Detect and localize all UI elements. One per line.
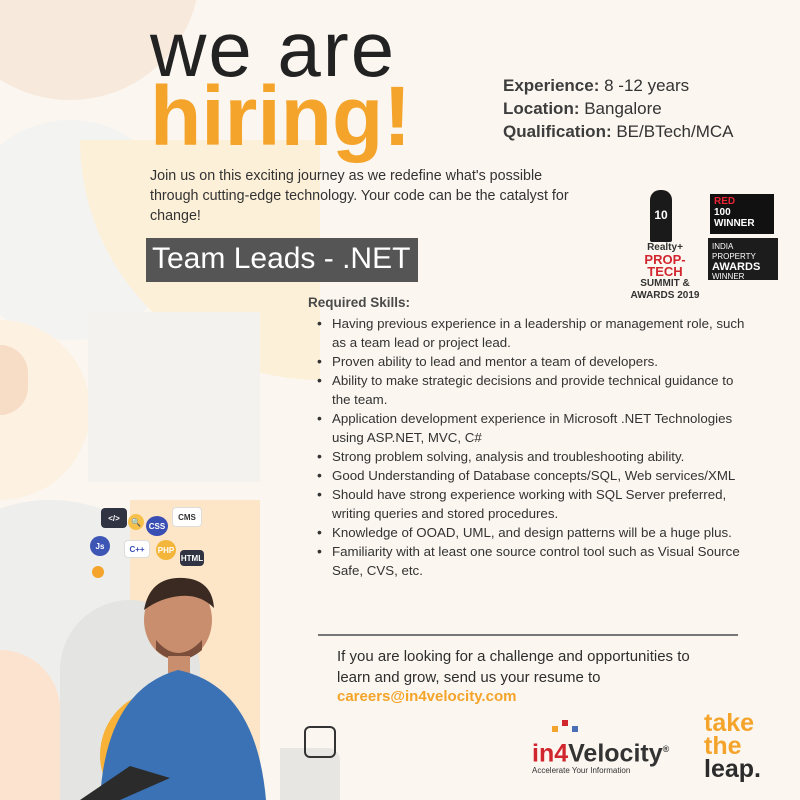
experience-label: Experience: bbox=[503, 76, 600, 95]
skills-list bbox=[308, 314, 748, 580]
experience-value: 8 -12 years bbox=[599, 76, 690, 95]
award-realty-text: Realty+ bbox=[647, 242, 683, 253]
job-meta bbox=[503, 74, 734, 143]
logo-velocity: Velocity bbox=[568, 739, 663, 768]
tagline-leap: leap. bbox=[704, 755, 761, 783]
skills-heading: Required Skills: bbox=[308, 295, 411, 310]
cms-icon: CMS bbox=[172, 507, 202, 527]
skill-item: • Strong problem solving, analysis and troubleshooting ability. bbox=[308, 447, 748, 466]
award-badge-hanger: 10 bbox=[650, 190, 672, 242]
take-the-leap bbox=[704, 709, 761, 783]
logo-square-icon bbox=[572, 726, 578, 732]
headline-we-are: we are bbox=[150, 5, 397, 93]
logo-tagline: Accelerate Your Information bbox=[532, 766, 631, 776]
required-skills bbox=[308, 295, 748, 580]
skill-item: • Application development experience in Microsoft .NET Technologies using ASP.NET, MVC, C# bbox=[308, 409, 748, 447]
award-badge-red-herring bbox=[710, 194, 774, 234]
tagline-take: take bbox=[704, 709, 755, 737]
location-label: Location: bbox=[503, 99, 580, 118]
award-winner-text: WINNER bbox=[714, 218, 755, 229]
award-winner2-text: WINNER bbox=[712, 272, 745, 281]
award-proptech-text: PROP-TECH bbox=[644, 252, 686, 279]
location-row bbox=[503, 97, 734, 120]
careers-email-link[interactable]: careers@in4velocity.com bbox=[337, 688, 517, 705]
divider bbox=[318, 634, 738, 636]
bg-outline-square bbox=[304, 726, 336, 758]
css-icon: CSS bbox=[146, 516, 168, 536]
skill-item: • Proven ability to lead and mentor a team of developers. bbox=[308, 352, 748, 371]
company-logo bbox=[532, 736, 669, 775]
award-100-text: 100 bbox=[714, 207, 731, 218]
award-badge-proptech bbox=[628, 242, 702, 302]
skill-item: • Knowledge of OOAD, UML, and design patterns will be a huge plus. bbox=[308, 523, 748, 542]
experience-row bbox=[503, 74, 734, 97]
qualification-label: Qualification: bbox=[503, 122, 612, 141]
skill-item: • Should have strong experience working with SQL Server preferred, writing queries and stored procedures. bbox=[308, 485, 748, 523]
skill-item: • Good Understanding of Database concepts/SQL, Web services/XML bbox=[308, 466, 748, 485]
logo-in4: in4 bbox=[532, 739, 569, 768]
cta-text: If you are looking for a challenge and opportunities to learn and grow, send us your resume to bbox=[337, 648, 690, 686]
role-title: Team Leads - .NET bbox=[146, 238, 418, 282]
php-icon: PHP bbox=[156, 540, 176, 560]
headline-hiring: hiring! bbox=[150, 69, 412, 163]
award-summit-text: SUMMIT & AWARDS 2019 bbox=[630, 278, 700, 301]
award-india-property-text: INDIA PROPERTY bbox=[712, 242, 756, 261]
qualification-value: BE/BTech/MCA bbox=[611, 122, 734, 141]
bg-square bbox=[88, 312, 260, 482]
skill-item: • Familiarity with at least one source control tool such as Visual Source Safe, CVS, etc. bbox=[308, 542, 748, 580]
logo-registered: ® bbox=[662, 744, 670, 754]
html-icon: HTML bbox=[180, 550, 204, 566]
cpp-icon: C++ bbox=[124, 540, 150, 558]
skill-item: • Having previous experience in a leadership or management role, such as a team lead or project lead. bbox=[308, 314, 748, 352]
logo-square-icon bbox=[562, 720, 568, 726]
tagline-the: the bbox=[704, 732, 742, 760]
logo-square-icon bbox=[552, 726, 558, 732]
award-badge-india-property bbox=[708, 238, 778, 280]
awards-group bbox=[628, 190, 778, 301]
qualification-row bbox=[503, 120, 734, 143]
code-icon: </> bbox=[101, 508, 127, 528]
developer-illustration bbox=[60, 570, 290, 800]
magnify-icon: 🔍 bbox=[128, 514, 144, 530]
location-value: Bangalore bbox=[579, 99, 662, 118]
award-awards-text: AWARDS bbox=[712, 261, 761, 273]
intro-text: Join us on this exciting journey as we redefine what's possible through cutting-edge technology. Your code can be the catalyst for change! bbox=[150, 168, 569, 224]
logo-wordmark bbox=[532, 736, 669, 766]
award-red-text: RED bbox=[714, 196, 736, 207]
js-icon: Js bbox=[90, 536, 110, 556]
skill-item: • Ability to make strategic decisions and provide technical guidance to the team. bbox=[308, 371, 748, 409]
